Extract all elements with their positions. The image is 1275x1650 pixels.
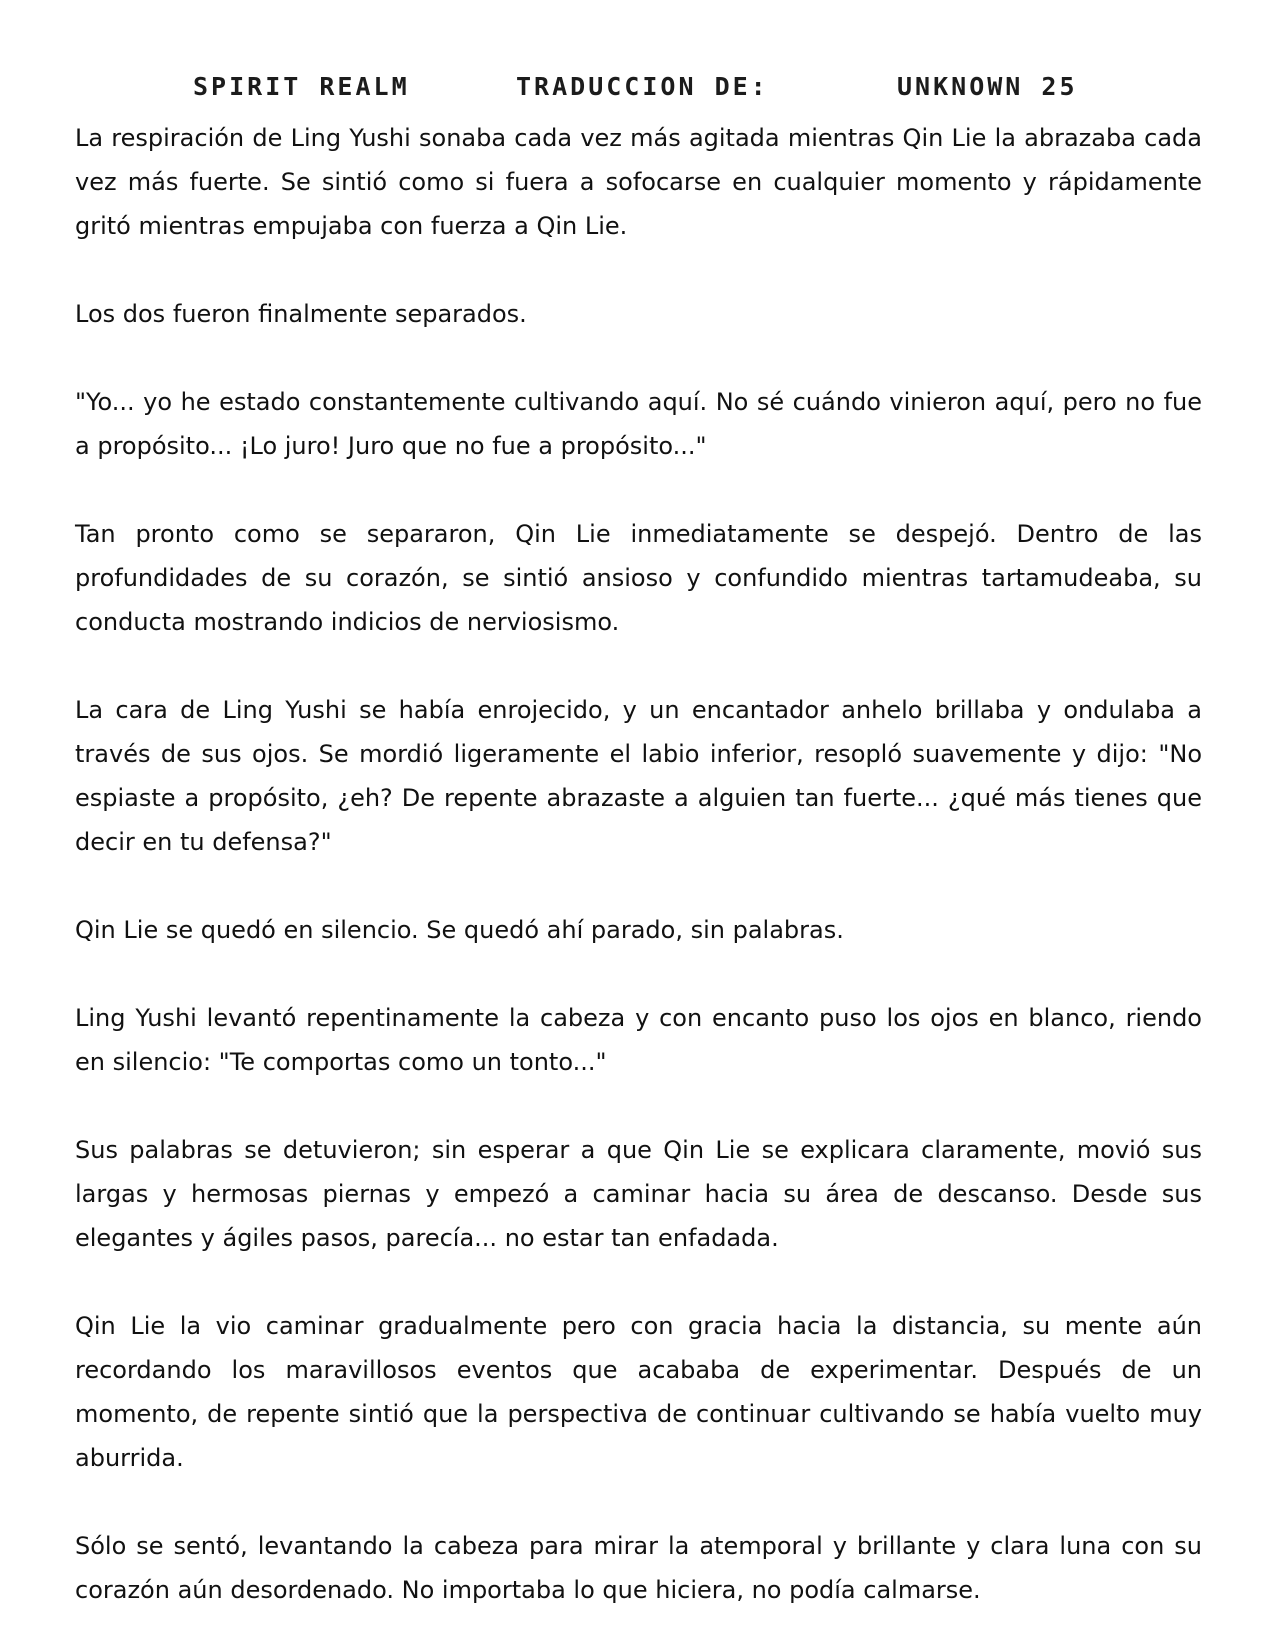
paragraph: La respiración de Ling Yushi sonaba cada vez más agitada mientras Qin Lie la abrazaba cada vez más fuerte. Se sintió como si fuera a sofocarse en cualquier momento y rápidamente gritó mientras empujaba con fuerza a Qin Lie. <box>75 124 1202 240</box>
paragraph: Ling Yushi levantó repentinamente la cabeza y con encanto puso los ojos en blanco, riendo en silencio: "Te comportas como un tonto..." <box>75 1004 1202 1076</box>
paragraph: Sus palabras se detuvieron; sin esperar a que Qin Lie se explicara claramente, movió sus largas y hermosas piernas y empezó a caminar hacia su área de descanso. Desde sus elegantes y ágiles pasos, parecía... no estar tan enfadada. <box>75 1136 1202 1252</box>
header-translator: UNKNOWN 25 <box>897 72 1078 101</box>
paragraph: La cara de Ling Yushi se había enrojecido, y un encantador anhelo brillaba y ondulaba a través de sus ojos. Se mordió ligeramente el labio inferior, resopló suavemente y dijo: "No espiaste a propósito, ¿eh? De repente abrazaste a alguien tan fuerte... ¿qué más tienes que decir en tu defensa?" <box>75 696 1202 856</box>
page-header <box>0 72 1275 112</box>
header-translation-label: TRADUCCION DE: <box>516 72 769 101</box>
paragraph: Tan pronto como se separaron, Qin Lie inmediatamente se despejó. Dentro de las profundidades de su corazón, se sintió ansioso y confundido mientras tartamudeaba, su conducta mostrando indicios de nerviosismo. <box>75 520 1202 636</box>
paragraph: "Yo... yo he estado constantemente cultivando aquí. No sé cuándo vinieron aquí, pero no fue a propósito... ¡Lo juro! Juro que no fue a propósito..." <box>75 388 1202 460</box>
paragraph: Qin Lie se quedó en silencio. Se quedó ahí parado, sin palabras. <box>75 916 844 944</box>
paragraph: Qin Lie la vio caminar gradualmente pero con gracia hacia la distancia, su mente aún recordando los maravillosos eventos que acababa de experimentar. Después de un momento, de repente sintió que la perspectiva de continuar cultivando se había vuelto muy aburrida. <box>75 1312 1202 1472</box>
paragraph: Los dos fueron finalmente separados. <box>75 300 527 328</box>
paragraph: Sólo se sentó, levantando la cabeza para mirar la atemporal y brillante y clara luna con su corazón aún desordenado. No importaba lo que hiciera, no podía calmarse. <box>75 1532 1202 1604</box>
document-body <box>75 116 1202 1612</box>
header-title: SPIRIT REALM <box>193 72 410 101</box>
